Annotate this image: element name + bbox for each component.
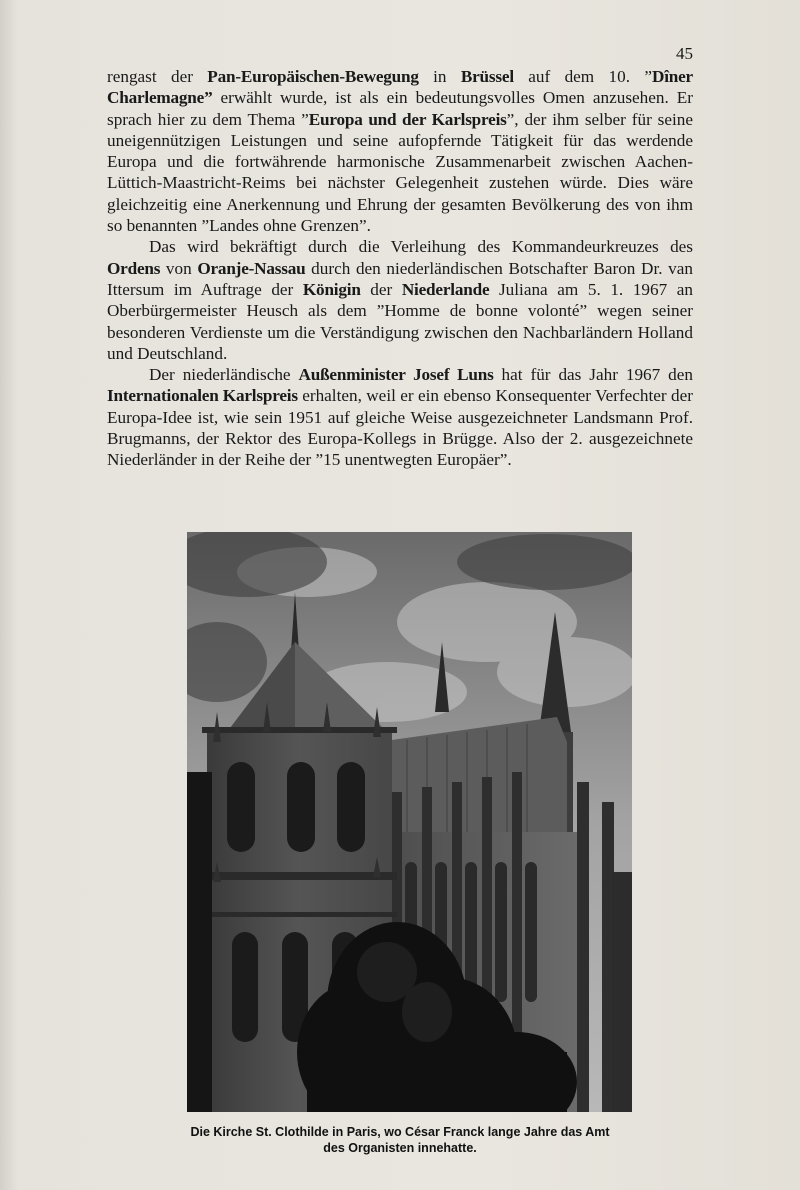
- text-run: von: [160, 258, 198, 278]
- page-number: 45: [676, 44, 693, 63]
- church-illustration: [187, 532, 632, 1112]
- photo-caption: [120, 1124, 680, 1156]
- text-run: rengast der: [107, 67, 208, 86]
- text-run: erhalten, weil er ein ebenso Konsequenter Verfechter der Europa-Idee ist, wie sein 1951 auf gleiche Weise ausgezeichneter Landsmann Prof. Brugmanns, der Rektor des Europa-Kollegs in Brügge. Also der 2. ausgezeichnete Niederländer in der Reihe der ”15 unentwegten Europäer”.: [107, 386, 693, 470]
- bold-term: Brüssel: [460, 67, 514, 86]
- paragraph: [107, 66, 693, 236]
- bold-term: Oranje-Nassau: [197, 258, 306, 278]
- bold-term: Europa und der Karlspreis: [308, 109, 507, 129]
- bold-term: Außenminister Josef Luns: [298, 365, 494, 385]
- text-run: der: [360, 279, 402, 299]
- paragraph: [107, 364, 693, 470]
- text-run: Juliana am 5. 1. 1967 an Oberbürgermeister Heusch als dem ”Homme de bonne volonté” wegen seiner besonderen Verdienste um die Verständigung zwischen den Nachbarländern Holland und Deutschland.: [107, 279, 694, 363]
- bold-term: Niederlande: [401, 279, 490, 299]
- text-run: durch den niederländischen Botschafter Baron Dr. van Ittersum im Auftrage der: [107, 258, 694, 299]
- body-text: [107, 66, 693, 471]
- church-photograph: [187, 532, 632, 1112]
- text-run: auf dem 10. ”: [513, 67, 652, 86]
- text-run: hat für das Jahr 1967 den: [493, 365, 694, 385]
- text-run: ”, der ihm selber für seine uneigennützigen Leistungen und seine aufopfernde Tätigkeit für das werdende Europa und die fortwährende harmonische Zusammenarbeit zwischen Aachen-Lüttich-Maastricht-Reims bei nächster Gelegenheit zustehen würde. Dies wäre gleichzeitig eine Anerkennung und Ehrung der gesamten Bevölkerung des von ihm so benannten ”Landes ohne Grenzen”.: [107, 109, 693, 236]
- bold-term: Ordens: [107, 258, 161, 278]
- paragraph: [107, 236, 693, 364]
- bold-term: Internationalen Karlspreis: [107, 386, 298, 406]
- bold-term: Pan-Europäischen-Bewegung: [207, 67, 419, 86]
- bold-term: Königin: [302, 279, 361, 299]
- bold-term: Dîner Charlemagne”: [107, 67, 693, 108]
- caption-line: des Organisten innehatte.: [323, 1141, 477, 1155]
- text-run: Das wird bekräftigt durch die Verleihung des Kommandeurkreuzes des: [149, 237, 693, 257]
- text-run: in: [418, 67, 461, 86]
- text-run: erwählt wurde, ist als ein bedeutungsvolles Omen anzusehen. Er sprach hier zu dem Thema ”: [107, 88, 693, 129]
- text-run: Der niederländische: [149, 365, 299, 385]
- caption-line: Die Kirche St. Clothilde in Paris, wo César Franck lange Jahre das Amt: [190, 1125, 610, 1139]
